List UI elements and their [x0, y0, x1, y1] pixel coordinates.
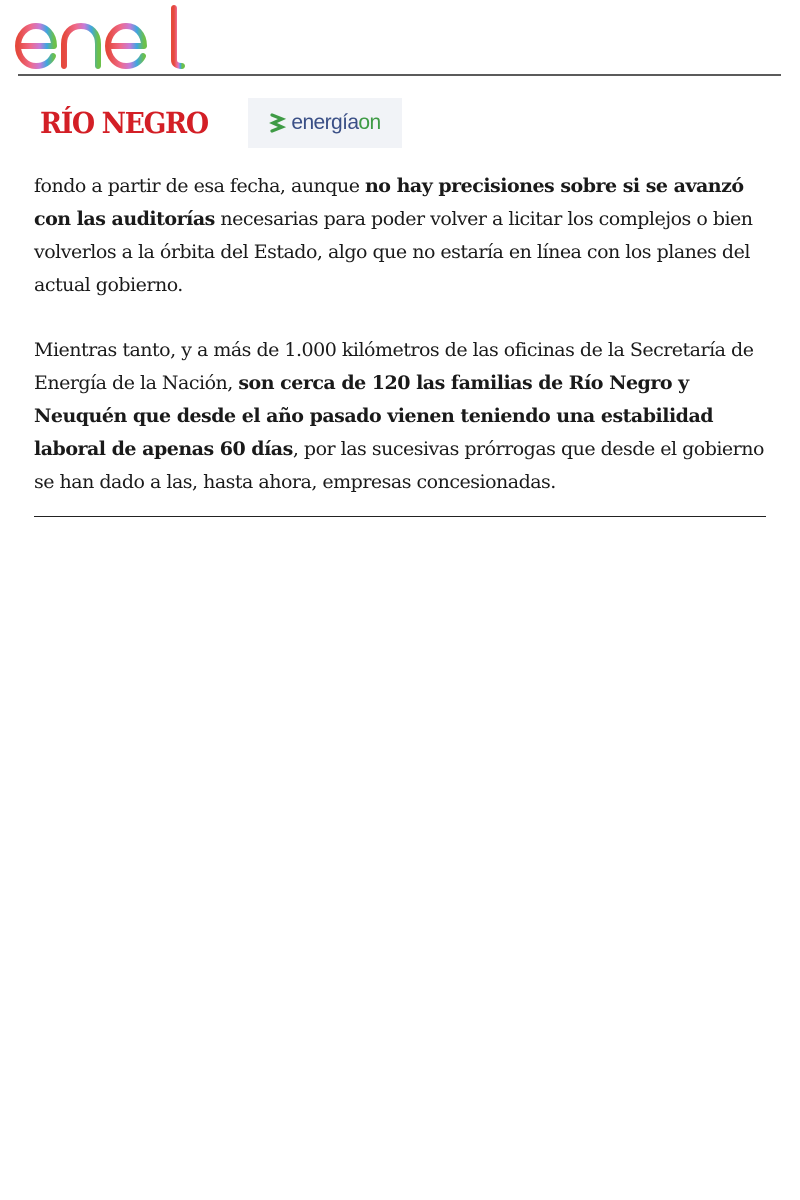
ad-banner[interactable]: [0, 0, 800, 76]
paragraph-2-bold-text: son cerca de 120 las familias de Río Negro y Neuquén que desde el año pasado vienen teniendo una estabilidad laboral de apenas 60 días: [34, 372, 714, 460]
energia-wordmark: [291, 111, 380, 135]
energia-zigzag-icon: [269, 111, 287, 135]
paragraph-1-text-start: fondo a partir de esa fecha, aunque: [34, 175, 365, 197]
article-bottom-divider: [34, 516, 766, 517]
energia-on-logo[interactable]: [248, 98, 402, 148]
brand-row: [40, 98, 402, 148]
rio-negro-logo[interactable]: RÍO NEGRO: [40, 106, 208, 140]
paragraph-2-text-end: , por las sucesivas prórrogas que desde el gobierno se han dado a las, hasta ahora, empresas concesionadas.: [34, 438, 764, 493]
article-paragraph-1: [34, 170, 770, 302]
article-body: [34, 170, 770, 531]
ad-divider: [18, 74, 781, 76]
energia-wordmark-main: energía: [291, 111, 359, 134]
enel-logo[interactable]: [14, 4, 190, 70]
article-paragraph-2: [34, 334, 770, 499]
paragraph-2-text-start: Mientras tanto, y a más de 1.000 kilómetros de las oficinas de la Secretaría de Energía de la Nación,: [34, 339, 754, 394]
paragraph-1-text-end: necesarias para poder volver a licitar los complejos o bien volverlos a la órbita del Estado, algo que no estaría en línea con los planes del actual gobierno.: [34, 208, 753, 296]
paragraph-1-bold-text: no hay precisiones sobre si se avanzó con las auditorías: [34, 175, 744, 230]
energia-wordmark-suffix: on: [358, 111, 381, 134]
